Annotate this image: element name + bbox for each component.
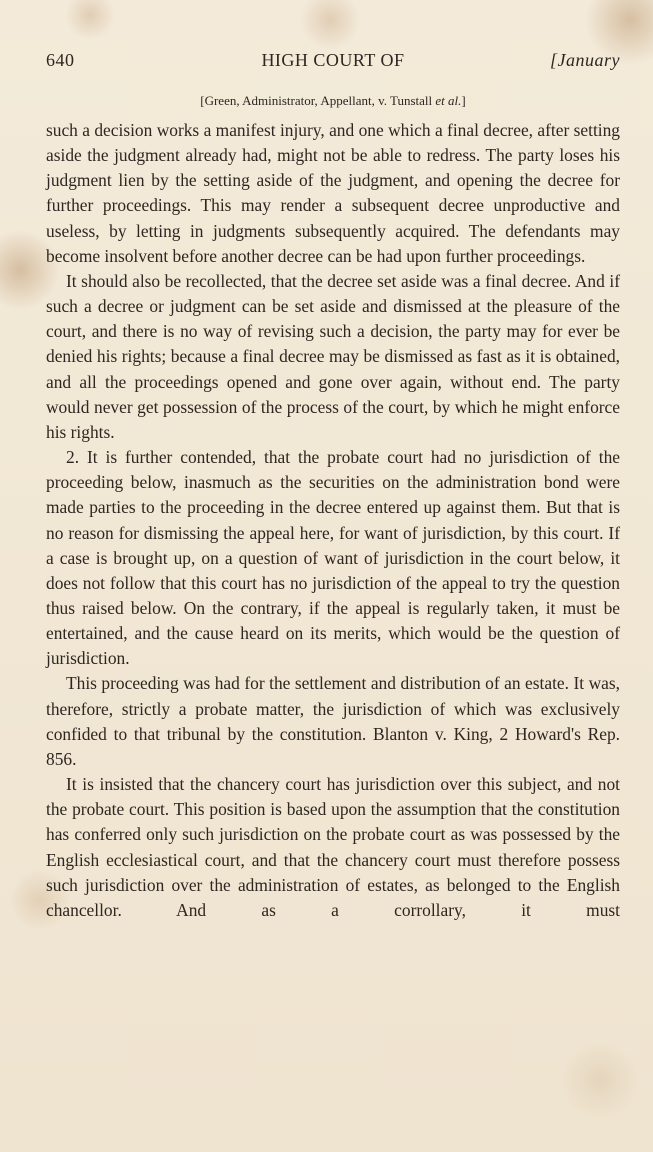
paragraph: This proceeding was had for the settlement and distribution of an estate. It was, therefore, strictly a probate matter, the jurisdiction of which was exclusively confided to that tribunal by the constitution. Blanton v. King, 2 Howard's Rep. 856. — [46, 673, 620, 769]
page-header — [46, 50, 620, 76]
running-date: [January — [550, 50, 620, 70]
case-caption-et-al: et al. — [435, 93, 462, 108]
paragraph-continued: such a decision works a manifest injury, and one which a final decree, after setting aside the judgment already had, might not be able to redress. The party loses his judgment lien by the setting aside of the judgment, and opening the decree for further proceedings. This may render a subsequent decree unproductive and useless, by letting in judgments subsequently acquired. The defendants may become insolvent before another decree can be had upon further proceedings. — [46, 120, 620, 266]
case-caption-close: ] — [461, 93, 466, 108]
paragraph: It is insisted that the chancery court has jurisdiction over this subject, and not the probate court. This position is based upon the assumption that the constitution has conferred only such jurisdiction on the probate court as was possessed by the English ecclesiastical court, and that the chancery court must therefore possess such jurisdiction over the administration of estates, as belonged to the English chancellor. And as a corrollary, it must — [46, 774, 620, 920]
body-text — [46, 118, 620, 923]
paragraph: 2. It is further contended, that the probate court had no jurisdiction of the proceeding below, inasmuch as the securities on the administration bond were made parties to the proceeding in the decree entered up against them. But that is no reason for dismissing the appeal here, for want of jurisdiction, by this court. If a case is brought up, on a question of want of jurisdiction in the court below, it does not follow that this court has no jurisdiction of the appeal to try the question thus raised below. On the contrary, if the appeal is regularly taken, it must be entertained, and the cause heard on its merits, which would be the question of jurisdiction. — [46, 447, 620, 669]
case-caption-text: [Green, Administrator, Appellant, v. Tunstall — [200, 93, 433, 108]
running-head: HIGH COURT OF — [261, 50, 405, 70]
case-caption — [46, 93, 620, 109]
page-number: 640 — [46, 50, 75, 70]
paragraph: It should also be recollected, that the decree set aside was a final decree. And if such a decree or judgment can be set aside and dismissed at the pleasure of the court, and there is no way of revising such a decision, the party may for ever be denied his rights; because a final decree may be dismissed as fast as it is obtained, and all the proceedings opened and gone over again, without end. The party would never get possession of the process of the court, by which he might enforce his rights. — [46, 270, 620, 442]
